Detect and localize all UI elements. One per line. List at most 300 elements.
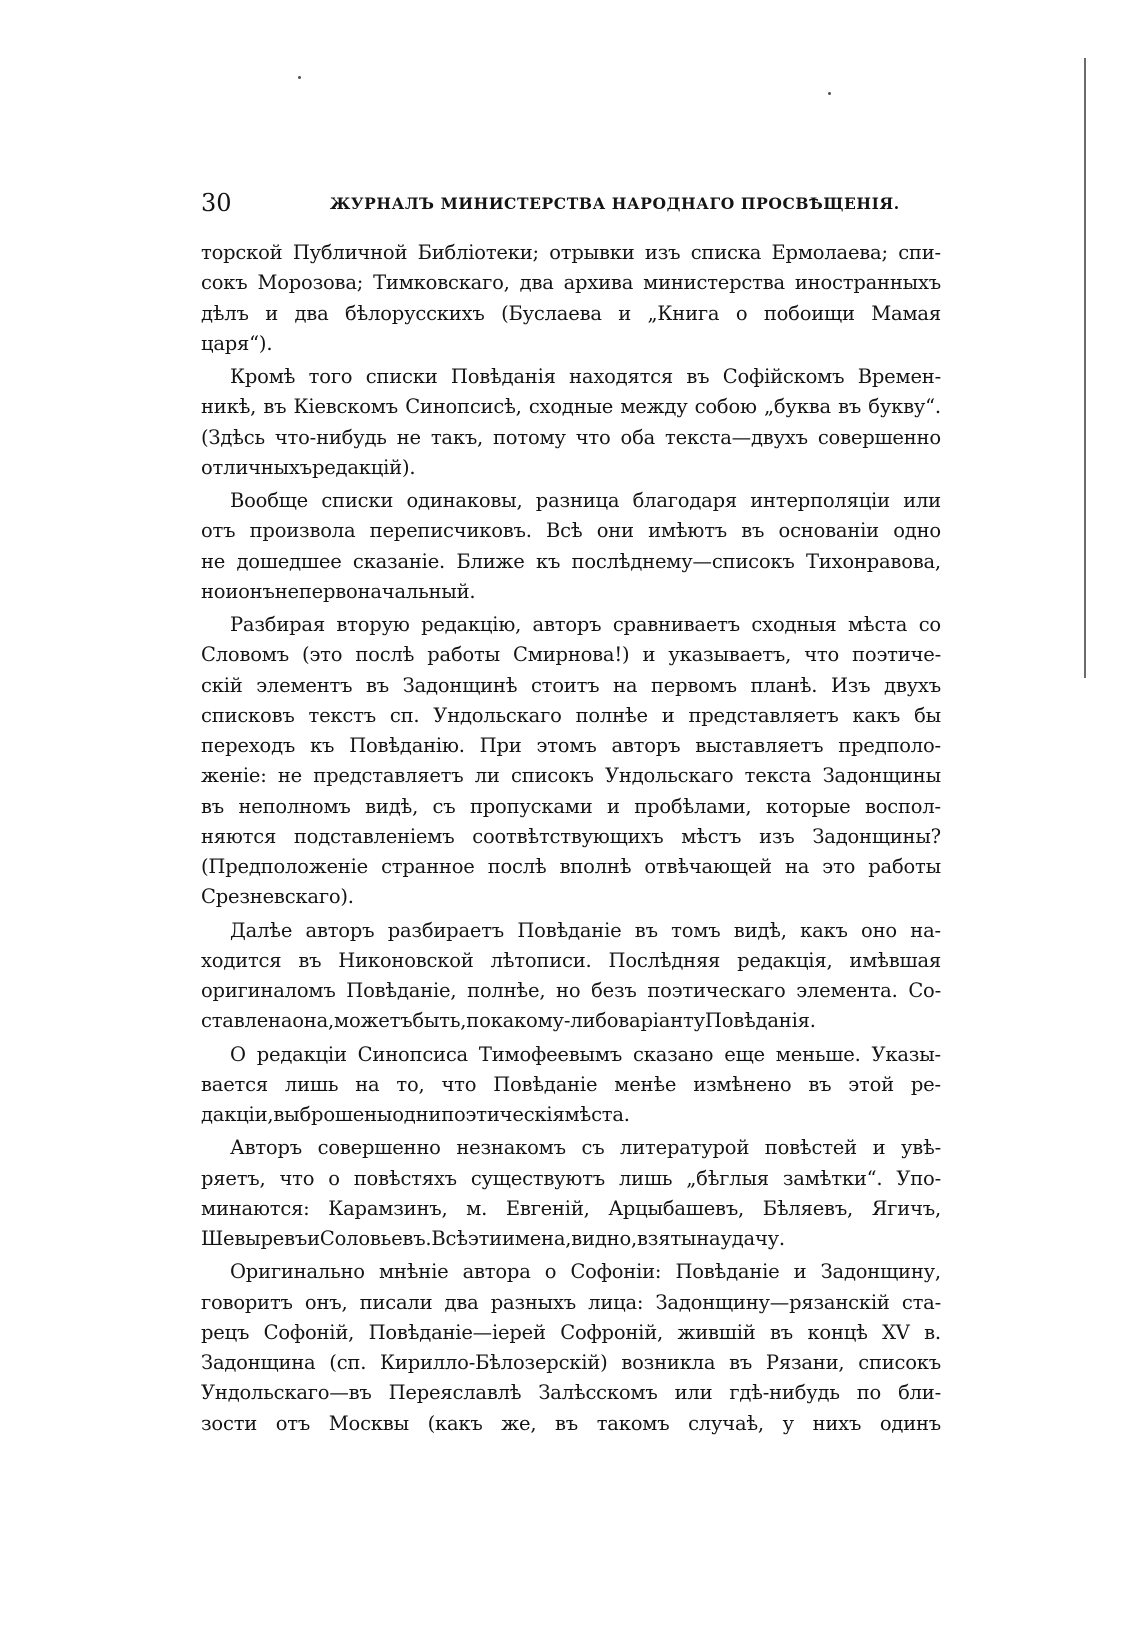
word: списковъ (201, 703, 295, 727)
word: по (856, 1381, 882, 1405)
word: Кіевскомъ (293, 395, 398, 419)
word: (это (302, 643, 343, 667)
word: бѣлорусскихъ (344, 301, 485, 325)
word: Евгеній, (505, 1196, 590, 1220)
word: они (596, 519, 634, 543)
word: и (618, 301, 632, 325)
word: текста (744, 764, 812, 788)
word: видѣ, (365, 794, 419, 818)
word: сходные (528, 395, 614, 419)
word: няются (201, 824, 277, 848)
word: томъ (671, 918, 721, 942)
word: бы (914, 703, 941, 727)
word: ре- (910, 1072, 941, 1096)
word: существуютъ (470, 1166, 606, 1190)
word: зости (201, 1411, 258, 1435)
word: онъ (238, 579, 275, 603)
word: эти (467, 1227, 502, 1250)
word: Изъ (830, 673, 871, 697)
word: къ (535, 549, 561, 573)
word: (Здѣсь (201, 425, 265, 449)
word: списки (321, 489, 394, 512)
word: литературой (620, 1136, 750, 1160)
body-text (201, 238, 941, 1442)
paragraph (201, 610, 941, 913)
page-number: 30 (201, 189, 232, 217)
word: представляетъ (313, 764, 464, 788)
word: интерполяціи (750, 489, 890, 512)
word: такомъ (596, 1411, 670, 1435)
word: менѣе (614, 1072, 677, 1096)
word: букву“. (868, 395, 941, 419)
word: Всѣ (431, 1227, 468, 1250)
word: и (225, 579, 239, 603)
word: Ундольскаго (605, 764, 734, 788)
word: поэтиче- (852, 643, 941, 667)
word: въ (298, 948, 322, 972)
word: редакцій). (311, 455, 416, 479)
word: Со- (908, 979, 941, 1002)
word: два (444, 1290, 479, 1314)
word: но (201, 579, 226, 603)
word: списка (690, 241, 762, 264)
word: никѣ, (201, 395, 257, 419)
text-line (201, 1348, 941, 1378)
word: Залѣсскомъ (538, 1381, 658, 1405)
word: и (642, 643, 656, 667)
word: авторъ (611, 734, 681, 757)
word: основаніи (778, 519, 879, 543)
word: мѣста. (564, 1103, 630, 1126)
word: не (201, 549, 226, 573)
word: бли- (898, 1381, 941, 1405)
word: Арцыбашевъ, (608, 1196, 745, 1220)
word: отвѣчающей (644, 855, 772, 878)
word: что-нибудь (274, 425, 387, 449)
word: редакція, (737, 948, 833, 972)
word: совершенно (317, 1136, 441, 1160)
word: поэтическія (441, 1103, 565, 1126)
word: въ (838, 395, 862, 419)
word: оригиналомъ (201, 979, 336, 1002)
word: работы (427, 643, 500, 667)
word: Всѣ (546, 519, 583, 543)
word: Ближе (456, 549, 525, 573)
word: автора (462, 1260, 531, 1284)
word: съ (581, 1136, 605, 1160)
word: работы (868, 855, 941, 878)
word: быть, (412, 1009, 467, 1033)
word: она, (292, 1009, 335, 1033)
word: Публичной (292, 241, 408, 264)
word: этой (848, 1072, 894, 1096)
text-line (201, 577, 941, 607)
word: ли (474, 764, 500, 788)
paragraph (201, 1257, 941, 1439)
word: въ (263, 395, 287, 419)
word: концѣ (807, 1320, 868, 1344)
word: Послѣдняя (608, 948, 721, 972)
word: текста—двухъ (665, 425, 808, 449)
word: повѣстей (764, 1136, 857, 1160)
word: спи- (898, 241, 941, 264)
word: Повѣданіе (517, 918, 622, 942)
word: „буква (763, 395, 831, 419)
word: въ (366, 673, 390, 697)
word: увѣ- (901, 1136, 941, 1160)
word: о (328, 1166, 340, 1190)
word: но (556, 979, 581, 1002)
paragraph (201, 1133, 941, 1254)
word: отъ (201, 519, 236, 543)
word: царя“). (201, 331, 273, 355)
word: говоритъ (201, 1290, 293, 1314)
word: скій (201, 673, 243, 697)
text-line (201, 701, 941, 731)
word: торской (201, 241, 283, 264)
word: отличныхъ (201, 455, 312, 479)
word: находятся (569, 365, 674, 388)
word: въ (555, 1411, 579, 1435)
word: сравниваетъ (612, 613, 740, 636)
word: странное (381, 855, 475, 878)
word: о (544, 1260, 557, 1284)
text-line (201, 329, 941, 359)
word: Словомъ (201, 643, 289, 667)
word: Повѣданія (450, 365, 556, 388)
word: планѣ. (750, 673, 818, 697)
word: между (620, 395, 688, 419)
text-line (201, 610, 941, 640)
word: это (822, 855, 856, 878)
word: Срезневскаго). (201, 885, 354, 909)
word: безъ (591, 979, 637, 1002)
word: имена, (501, 1227, 572, 1250)
word: какъ (852, 703, 901, 727)
word: можетъ (334, 1009, 413, 1033)
word: нихъ (812, 1411, 862, 1435)
binding-edge-line (1084, 58, 1086, 678)
paragraph (201, 238, 941, 359)
word: Переяславлѣ (388, 1381, 522, 1405)
scan-speck (828, 92, 831, 95)
word: въ (201, 794, 224, 818)
word: повѣстяхъ (353, 1166, 457, 1190)
word: или (674, 1381, 713, 1405)
word: Задонщина (201, 1351, 316, 1374)
word: у (782, 1411, 794, 1435)
word: Повѣданію. (349, 734, 465, 757)
word: Далѣе (230, 918, 293, 942)
word: в. (924, 1320, 941, 1344)
word: на (784, 855, 810, 878)
word: полнѣе, (467, 979, 546, 1002)
word: Ермолаева; (771, 241, 888, 264)
running-title: ЖУРНАЛЪ МИНИСТЕРСТВА НАРОДНАГО ПРОСВѢЩЕНІЯ. (330, 194, 900, 213)
word: наудачу. (696, 1227, 785, 1250)
word: О (230, 1042, 246, 1066)
word: сокъ (201, 271, 248, 295)
word: авторъ (305, 918, 375, 942)
text-line (201, 486, 941, 516)
word: случаѣ, (688, 1411, 764, 1435)
word: „Книга (647, 301, 720, 325)
text-line (201, 268, 941, 298)
word: „бѣглыя (686, 1166, 769, 1190)
word: Разбирая (230, 613, 325, 636)
word: выброшены (273, 1103, 393, 1126)
word: и (307, 1227, 320, 1250)
text-line (201, 731, 941, 761)
word: измѣнено (693, 1072, 792, 1096)
word: сказаніе. (352, 549, 446, 573)
word: Задонщину—рязанскій (655, 1290, 890, 1314)
word: Мамая (871, 301, 941, 325)
word: на (355, 1072, 380, 1096)
word: Тихонравова, (805, 549, 941, 573)
word: (какъ (427, 1411, 483, 1435)
word: видно, (571, 1227, 637, 1250)
word: того (308, 365, 353, 388)
word: иностранныхъ (794, 271, 941, 295)
word: замѣтки“. (782, 1166, 883, 1190)
word: рецъ (201, 1320, 250, 1344)
word: не (396, 425, 421, 449)
word: и (265, 301, 279, 325)
word: двухъ (884, 673, 941, 697)
word: варіанту (618, 1009, 705, 1033)
text-line (201, 640, 941, 670)
text-line (201, 671, 941, 701)
text-line (201, 822, 941, 852)
word: одинъ (879, 1411, 941, 1435)
word: какъ (800, 918, 848, 942)
word: на (613, 673, 638, 697)
word: въ (634, 918, 658, 942)
text-line (201, 516, 941, 546)
text-line (201, 1164, 941, 1194)
word: Шевыревъ (201, 1227, 308, 1250)
word: При (479, 734, 522, 757)
word: вполнѣ (559, 855, 632, 878)
word: не (274, 579, 299, 603)
word: лѣтописи. (490, 948, 592, 972)
word: Карамзинъ, (328, 1196, 448, 1220)
word: первоначальный. (298, 579, 476, 603)
word: произвола (249, 519, 356, 543)
word: полнѣе (575, 703, 648, 727)
text-line (201, 976, 941, 1006)
word: этомъ (536, 734, 597, 757)
word: въ (808, 1072, 832, 1096)
word: (Буслаева (501, 301, 602, 325)
word: Бѣляевъ, (762, 1196, 854, 1220)
word: потому (493, 425, 566, 449)
word: не (277, 764, 303, 788)
word: ряетъ, (201, 1166, 266, 1190)
word: мѣстъ (681, 824, 742, 848)
text-line (201, 1040, 941, 1070)
word: которые (765, 794, 851, 818)
word: жившій (677, 1320, 756, 1344)
word: ставлена (201, 1009, 293, 1033)
word: на- (910, 918, 941, 942)
paragraph (201, 916, 941, 1037)
word: Никоновской (338, 948, 474, 972)
word: Ундольскаго (433, 703, 562, 727)
word: министерства (643, 271, 785, 295)
word: авторъ (532, 613, 602, 636)
word: побоищи (763, 301, 855, 325)
word: списокъ (858, 1351, 941, 1374)
word: ста- (901, 1290, 941, 1314)
word: въ (686, 365, 710, 388)
word: (сп. (329, 1351, 367, 1374)
word: одно (893, 519, 941, 543)
word: два (294, 301, 329, 325)
word: XV (882, 1320, 910, 1344)
text-line (201, 852, 941, 882)
word: Софоній, (263, 1320, 355, 1344)
word: женіе: (201, 764, 267, 788)
word: со (918, 613, 941, 636)
word: Ягичъ, (871, 1196, 941, 1220)
text-line (201, 392, 941, 422)
word: подставленіемъ (293, 824, 455, 848)
text-line (201, 423, 941, 453)
text-line (201, 882, 941, 912)
text-line (201, 238, 941, 268)
paragraph (201, 362, 941, 483)
word: минаются: (201, 1196, 310, 1220)
word: сп. (389, 703, 420, 727)
word: (Предположеніе (201, 855, 368, 878)
word: списки (365, 365, 438, 388)
word: разбираетъ (387, 918, 505, 942)
word: Софоніи: (570, 1260, 662, 1284)
word: въ (729, 1351, 753, 1374)
word: совершенно (817, 425, 941, 449)
page-header (201, 188, 941, 218)
word: же, (501, 1411, 537, 1435)
word: и (661, 703, 675, 727)
word: Морозова; (257, 271, 364, 295)
word: неполномъ (238, 794, 351, 818)
word: Задонщинѣ (402, 673, 518, 697)
word: послѣ (487, 855, 547, 878)
word: соотвѣтствующихъ (472, 824, 664, 848)
word: Задонщину, (820, 1260, 941, 1284)
text-line (201, 1288, 941, 1318)
word: выставляетъ (695, 734, 824, 757)
word: оно (861, 918, 897, 942)
word: дѣлъ (201, 301, 249, 325)
word: то, (396, 1072, 425, 1096)
word: и (607, 794, 620, 818)
word: Синопсисѣ, (405, 395, 522, 419)
word: меньше. (775, 1042, 861, 1066)
word: какому-либо (490, 1009, 619, 1033)
word: Софроній, (560, 1320, 663, 1344)
word: незнакомъ (456, 1136, 566, 1160)
word: собою (694, 395, 757, 419)
text-line (201, 1006, 941, 1036)
word: вторую (336, 613, 410, 636)
text-line (201, 453, 941, 483)
word: дошедшее (236, 549, 342, 573)
word: или (903, 489, 941, 512)
word: что (575, 425, 611, 449)
word: текстъ (308, 703, 376, 727)
text-line (201, 547, 941, 577)
word: еще (724, 1042, 765, 1066)
word: имѣвшая (849, 948, 941, 972)
word: поэтическаго (647, 979, 786, 1002)
word: Оригинально (230, 1260, 365, 1284)
word: элементъ (256, 673, 353, 697)
text-line (201, 761, 941, 791)
word: первомъ (650, 673, 737, 697)
word: Вообще (230, 489, 309, 512)
word: Смирнова!) (513, 643, 630, 667)
word: изъ (759, 824, 795, 848)
word: Москвы (328, 1411, 409, 1435)
word: лица: (588, 1290, 644, 1314)
word: элемента. (796, 979, 898, 1002)
word: одинаковы, (406, 489, 523, 512)
word: Указы- (871, 1042, 941, 1066)
paragraph (201, 1040, 941, 1131)
word: ходится (201, 948, 282, 972)
text-line (201, 1378, 941, 1408)
word: о (735, 301, 748, 325)
word: Ундольскаго—въ (201, 1381, 372, 1405)
text-line (201, 1070, 941, 1100)
word: и (872, 1136, 886, 1160)
word: вается (201, 1072, 268, 1096)
word: Повѣданіе (675, 1260, 780, 1284)
word: дакціи, (201, 1103, 274, 1126)
word: такъ, (430, 425, 484, 449)
word: въ (741, 519, 765, 543)
word: къ (310, 734, 335, 757)
word: переходъ (201, 734, 296, 757)
text-line (201, 916, 941, 946)
word: Задонщины? (812, 824, 941, 848)
word: Тимофеевымъ (478, 1042, 623, 1066)
word: что (441, 1072, 477, 1096)
word: что (804, 643, 840, 667)
word: видѣ, (733, 918, 787, 942)
word: по (466, 1009, 491, 1033)
word: архива (563, 271, 634, 295)
word: Задонщины (822, 764, 941, 788)
word: списокъ (510, 764, 594, 788)
word: писали (359, 1290, 433, 1314)
word: м. (466, 1196, 488, 1220)
scan-speck (298, 76, 301, 79)
word: сходныя (751, 613, 837, 636)
word: Повѣданія. (704, 1009, 816, 1033)
word: Синопсиса (357, 1042, 468, 1066)
word: разныхъ (490, 1290, 576, 1314)
word: имѣютъ (648, 519, 728, 543)
word: Повѣданіе (493, 1072, 598, 1096)
word: Повѣданіе—іерей (368, 1320, 546, 1344)
word: Библіотеки; (417, 241, 539, 264)
word: представляетъ (688, 703, 839, 727)
word: мнѣніе (378, 1260, 449, 1284)
